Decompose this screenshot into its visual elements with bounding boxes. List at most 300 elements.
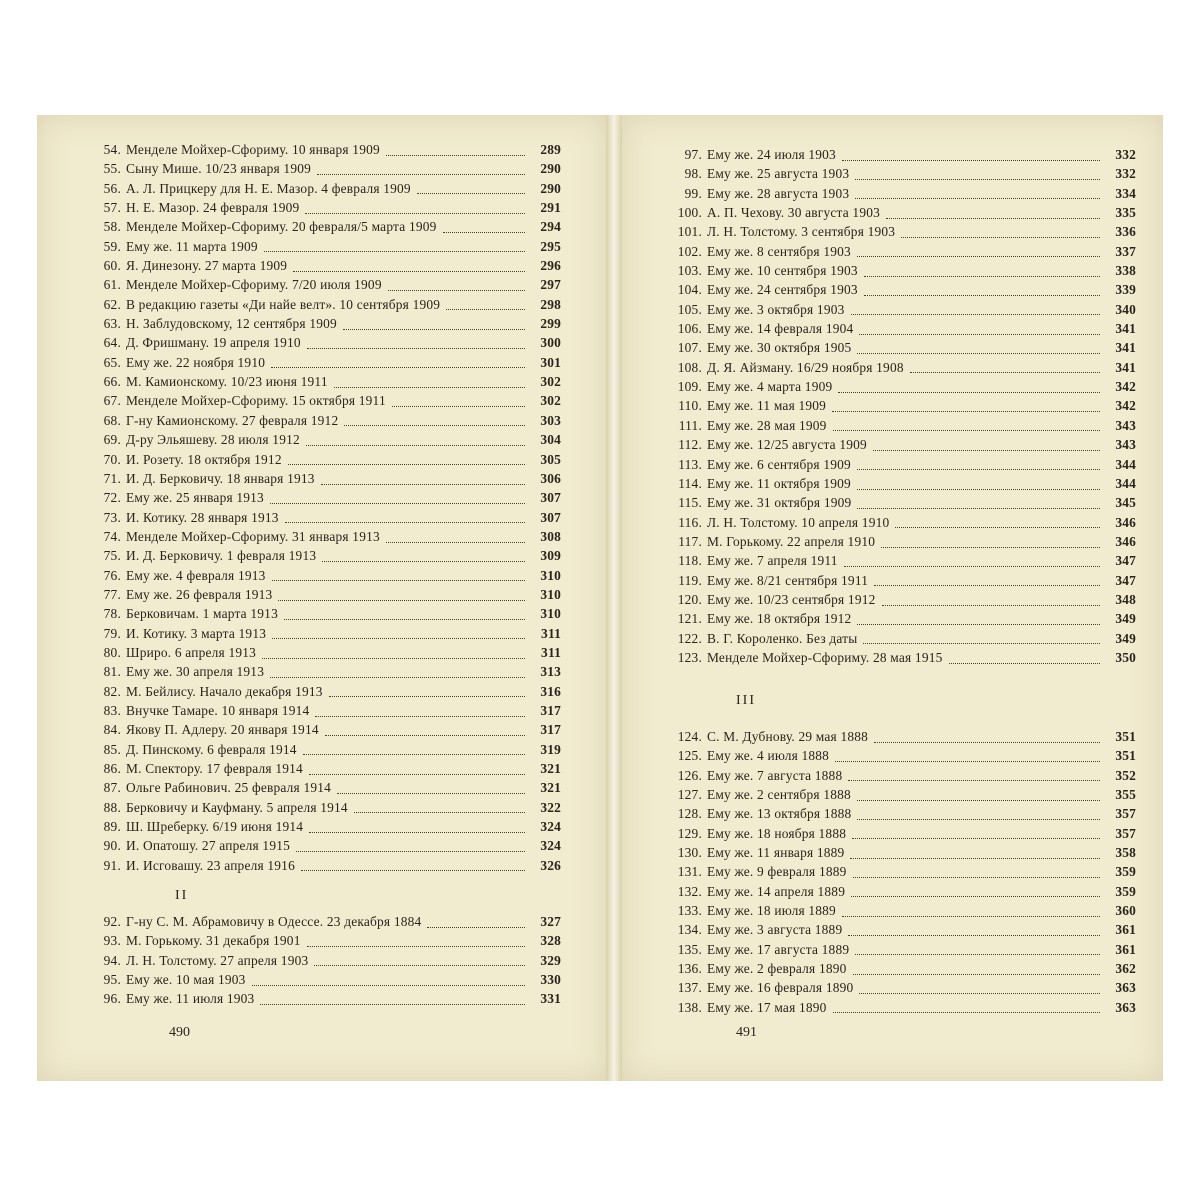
entry-title: Ему же. 30 апреля 1913: [126, 664, 265, 680]
toc-entry: [656, 785, 1136, 804]
dot-leader: [857, 350, 1100, 354]
entry-number: 123.: [677, 649, 702, 665]
entry-page-number: 309: [540, 548, 561, 564]
toc-entry: [656, 242, 1136, 261]
entry-title: Якову П. Адлеру. 20 января 1914: [126, 722, 319, 738]
entry-page-number: 359: [1115, 883, 1136, 899]
dot-leader: [284, 616, 525, 620]
entry-number: 109.: [677, 379, 702, 395]
toc-entry: [79, 430, 561, 449]
entry-title: Менделе Мойхер-Сфориму. 7/20 июля 1909: [126, 277, 382, 293]
entry-number: 120.: [677, 591, 702, 607]
entry-number: 69.: [103, 432, 121, 448]
toc-entry: [656, 222, 1136, 241]
entry-title: Ему же. 25 августа 1903: [707, 166, 850, 182]
entry-number: 57.: [103, 200, 121, 216]
entry-number: 134.: [677, 922, 702, 938]
dot-leader: [886, 215, 1100, 219]
entry-title: Н. Заблудовскому, 12 сентября 1909: [126, 316, 337, 332]
entry-number: 130.: [677, 845, 702, 861]
toc-list-left: [79, 140, 561, 875]
entry-page-number: 296: [540, 258, 561, 274]
entry-page-number: 321: [540, 780, 561, 796]
toc-entry: [656, 571, 1136, 590]
dot-leader: [307, 943, 525, 947]
entry-page-number: 308: [540, 528, 561, 544]
entry-number: 119.: [678, 572, 702, 588]
entry-title: Менделе Мойхер-Сфориму. 31 января 1913: [126, 528, 380, 544]
dot-leader: [857, 816, 1100, 820]
entry-page-number: 301: [540, 354, 561, 370]
entry-page-number: 349: [1115, 630, 1136, 646]
entry-title: Я. Динезону. 27 марта 1909: [126, 258, 288, 274]
entry-title: Ему же. 4 июля 1888: [707, 748, 830, 764]
toc-entry: [79, 391, 561, 410]
entry-page-number: 324: [540, 819, 561, 835]
toc-entry: [656, 164, 1136, 183]
dot-leader: [848, 777, 1100, 781]
dot-leader: [949, 660, 1100, 664]
entry-page-number: 305: [540, 451, 561, 467]
entry-title: Берковичу и Кауфману. 5 апреля 1914: [126, 799, 348, 815]
entry-page-number: 300: [540, 335, 561, 351]
entry-number: 66.: [103, 374, 121, 390]
dot-leader: [864, 273, 1100, 277]
entry-title: М. Камионскому. 10/23 июня 1911: [126, 374, 328, 390]
dot-leader: [895, 524, 1100, 528]
toc-entry: [656, 338, 1136, 357]
toc-entry: [656, 493, 1136, 512]
entry-title: Ему же. 17 мая 1890: [707, 999, 827, 1015]
entry-page-number: 342: [1115, 379, 1136, 395]
toc-entry: [656, 746, 1136, 765]
entry-title: М. Горькому. 22 апреля 1910: [707, 533, 876, 549]
entry-number: 88.: [103, 799, 121, 815]
toc-entry: [656, 824, 1136, 843]
entry-number: 91.: [103, 857, 121, 873]
dot-leader: [853, 874, 1100, 878]
entry-title: Ему же. 12/25 августа 1909: [707, 437, 867, 453]
entry-title: Ему же. 28 августа 1903: [707, 185, 850, 201]
entry-number: 115.: [678, 495, 702, 511]
entry-number: 127.: [677, 787, 702, 803]
entry-number: 125.: [677, 748, 702, 764]
toc-entry: [656, 629, 1136, 648]
entry-page-number: 322: [540, 799, 561, 815]
entry-title: И. Д. Берковичу. 1 февраля 1913: [126, 548, 317, 564]
dot-leader: [296, 848, 525, 852]
entry-page-number: 302: [540, 374, 561, 390]
entry-number: 136.: [677, 961, 702, 977]
toc-list-left-section-ii: [79, 912, 561, 1009]
entry-page-number: 332: [1115, 166, 1136, 182]
entry-title: Ему же. 11 января 1889: [707, 845, 845, 861]
entry-title: Ему же. 24 сентября 1903: [707, 282, 858, 298]
entry-page-number: 343: [1115, 437, 1136, 453]
entry-number: 73.: [103, 509, 121, 525]
entry-title: Ему же. 3 октября 1903: [707, 301, 845, 317]
toc-entry: [79, 353, 561, 372]
toc-entry: [656, 261, 1136, 280]
toc-entry: [656, 590, 1136, 609]
dot-leader: [262, 655, 525, 659]
entry-title: Н. Е. Мазор. 24 февраля 1909: [126, 200, 300, 216]
entry-number: 75.: [103, 548, 121, 564]
entry-title: Ему же. 13 октября 1888: [707, 806, 852, 822]
entry-page-number: 341: [1115, 321, 1136, 337]
entry-number: 56.: [103, 180, 121, 196]
dot-leader: [851, 311, 1100, 315]
dot-leader: [309, 771, 525, 775]
toc-entry: [79, 469, 561, 488]
entry-number: 95.: [103, 972, 121, 988]
entry-page-number: 344: [1115, 456, 1136, 472]
entry-number: 138.: [677, 999, 702, 1015]
dot-leader: [303, 751, 525, 755]
entry-number: 79.: [103, 625, 121, 641]
entry-title: Менделе Мойхер-Сфориму. 15 октября 1911: [126, 393, 386, 409]
entry-number: 90.: [103, 838, 121, 854]
entry-page-number: 338: [1115, 263, 1136, 279]
entry-number: 68.: [103, 412, 121, 428]
entry-number: 105.: [677, 301, 702, 317]
toc-entry: [79, 970, 561, 989]
book-gutter: [606, 115, 622, 1081]
entry-page-number: 304: [540, 432, 561, 448]
dot-leader: [855, 951, 1100, 955]
entry-title: И. Исговашу. 23 апреля 1916: [126, 857, 295, 873]
dot-leader: [832, 408, 1100, 412]
toc-entry: [656, 727, 1136, 746]
dot-leader: [309, 829, 525, 833]
toc-entry: [79, 682, 561, 701]
entry-number: 64.: [103, 335, 121, 351]
toc-entry: [79, 450, 561, 469]
toc-entry: [656, 920, 1136, 939]
entry-page-number: 310: [540, 567, 561, 583]
entry-number: 80.: [103, 644, 121, 660]
entry-title: Ему же. 11 октября 1909: [707, 475, 851, 491]
entry-title: В. Г. Короленко. Без даты: [707, 630, 858, 646]
dot-leader: [260, 1001, 525, 1005]
dot-leader: [848, 932, 1100, 936]
entry-number: 93.: [103, 933, 121, 949]
dot-leader: [833, 427, 1100, 431]
entry-title: Ему же. 7 августа 1888: [707, 767, 843, 783]
entry-number: 112.: [678, 437, 702, 453]
dot-leader: [857, 486, 1100, 490]
entry-page-number: 327: [540, 914, 561, 929]
dot-leader: [857, 505, 1100, 509]
entry-page-number: 351: [1115, 748, 1136, 764]
entry-number: 63.: [103, 316, 121, 332]
entry-title: Менделе Мойхер-Сфориму. 28 мая 1915: [707, 649, 943, 665]
entry-page-number: 361: [1115, 941, 1136, 957]
entry-page-number: 330: [540, 972, 561, 988]
toc-entry: [79, 624, 561, 643]
toc-entry: [656, 319, 1136, 338]
dot-leader: [857, 253, 1100, 257]
entry-title: Менделе Мойхер-Сфориму. 10 января 1909: [126, 142, 380, 157]
dot-leader: [874, 582, 1100, 586]
toc-entry: [656, 203, 1136, 222]
entry-number: 129.: [677, 825, 702, 841]
dot-leader: [288, 461, 525, 465]
entry-page-number: 303: [540, 412, 561, 428]
entry-number: 114.: [678, 475, 702, 491]
entry-title: Д. Фришману. 19 апреля 1910: [126, 335, 301, 351]
toc-entry: [79, 159, 561, 178]
entry-number: 59.: [103, 238, 121, 254]
dot-leader: [354, 809, 525, 813]
entry-page-number: 310: [540, 586, 561, 602]
toc-entry: [656, 978, 1136, 997]
toc-entry: [79, 740, 561, 759]
entry-title: Ему же. 2 сентября 1888: [707, 787, 851, 803]
entry-page-number: 345: [1115, 495, 1136, 511]
dot-leader: [272, 577, 525, 581]
entry-page-number: 344: [1115, 475, 1136, 491]
dot-leader: [270, 674, 525, 678]
entry-number: 113.: [678, 456, 702, 472]
entry-number: 74.: [103, 528, 121, 544]
dot-leader: [857, 797, 1100, 801]
entry-page-number: 337: [1115, 243, 1136, 259]
dot-leader: [321, 481, 525, 485]
dot-leader: [901, 234, 1100, 238]
toc-entry: [656, 300, 1136, 319]
toc-entry: [79, 217, 561, 236]
entry-page-number: 359: [1115, 864, 1136, 880]
entry-number: 102.: [677, 243, 702, 259]
dot-leader: [852, 835, 1100, 839]
entry-number: 83.: [103, 702, 121, 718]
dot-leader: [252, 982, 525, 986]
entry-title: И. Д. Берковичу. 18 января 1913: [126, 470, 315, 486]
entry-page-number: 291: [540, 200, 561, 216]
dot-leader: [874, 739, 1100, 743]
toc-entry: [79, 566, 561, 585]
toc-entry: [79, 508, 561, 527]
dot-leader: [337, 790, 525, 794]
entry-title: Ему же. 10 сентября 1903: [707, 263, 858, 279]
entry-title: В редакцию газеты «Ди найе велт». 10 сентября 1909: [126, 296, 441, 312]
entry-number: 99.: [684, 185, 702, 201]
entry-page-number: 329: [540, 952, 561, 968]
entry-page-number: 346: [1115, 514, 1136, 530]
entry-page-number: 340: [1115, 301, 1136, 317]
toc-entry: [79, 720, 561, 739]
entry-page-number: 307: [540, 509, 561, 525]
entry-page-number: 298: [540, 296, 561, 312]
entry-page-number: 332: [1115, 147, 1136, 162]
page-number-right: 491: [736, 1025, 757, 1040]
entry-number: 135.: [677, 941, 702, 957]
dot-leader: [344, 422, 525, 426]
entry-page-number: 289: [540, 142, 561, 157]
entry-title: Ему же. 3 августа 1889: [707, 922, 843, 938]
toc-entry: [79, 912, 561, 931]
entry-page-number: 306: [540, 470, 561, 486]
entry-title: Ш. Шреберку. 6/19 июня 1914: [126, 819, 304, 835]
toc-entry: [656, 455, 1136, 474]
dot-leader: [910, 369, 1100, 373]
entry-title: Шриро. 6 апреля 1913: [126, 644, 257, 660]
toc-entry: [79, 527, 561, 546]
toc-entry: [79, 604, 561, 623]
dot-leader: [853, 971, 1100, 975]
dot-leader: [278, 597, 525, 601]
toc-entry: [79, 778, 561, 797]
toc-entry: [79, 989, 561, 1008]
dot-leader: [388, 287, 525, 291]
right-page: [622, 115, 1163, 1081]
entry-page-number: 351: [1115, 729, 1136, 744]
toc-entry: [656, 940, 1136, 959]
entry-page-number: 311: [541, 625, 561, 641]
entry-page-number: 319: [540, 741, 561, 757]
toc-entry: [79, 701, 561, 720]
dot-leader: [301, 867, 525, 871]
dot-leader: [305, 210, 525, 214]
entry-number: 111.: [678, 417, 702, 433]
toc-entry: [79, 931, 561, 950]
entry-page-number: 342: [1115, 398, 1136, 414]
entry-number: 100.: [677, 205, 702, 221]
entry-number: 60.: [103, 258, 121, 274]
entry-title: С. М. Дубнову. 29 мая 1888: [707, 729, 869, 744]
entry-number: 58.: [103, 219, 121, 235]
entry-number: 137.: [677, 980, 702, 996]
toc-entry: [656, 766, 1136, 785]
entry-title: А. П. Чехову. 30 августа 1903: [707, 205, 881, 221]
toc-entry: [656, 901, 1136, 920]
entry-number: 122.: [677, 630, 702, 646]
dot-leader: [314, 962, 525, 966]
toc-entry: [79, 411, 561, 430]
toc-entry: [656, 843, 1136, 862]
entry-title: Ему же. 18 июля 1889: [707, 903, 836, 919]
entry-title: М. Бейлису. Начало декабря 1913: [126, 683, 323, 699]
toc-entry: [656, 145, 1136, 164]
entry-title: Ему же. 2 февраля 1890: [707, 961, 847, 977]
entry-number: 78.: [103, 606, 121, 622]
dot-leader: [863, 640, 1100, 644]
toc-entry: [656, 358, 1136, 377]
entry-page-number: 321: [540, 761, 561, 776]
entry-page-number: 294: [540, 219, 561, 235]
entry-page-number: 360: [1115, 903, 1136, 919]
entry-number: 131.: [677, 864, 702, 880]
entry-title: Г-ну Камионскому. 27 февраля 1912: [126, 412, 339, 428]
entry-page-number: 339: [1115, 282, 1136, 298]
dot-leader: [881, 544, 1100, 548]
entry-title: Ему же. 22 ноября 1910: [126, 354, 266, 370]
entry-page-number: 335: [1115, 205, 1136, 221]
entry-number: 106.: [677, 321, 702, 337]
entry-number: 126.: [677, 767, 702, 783]
toc-entry: [79, 179, 561, 198]
entry-title: Ему же. 9 февраля 1889: [707, 864, 847, 880]
entry-number: 81.: [103, 664, 121, 680]
entry-page-number: 328: [540, 933, 561, 949]
toc-entry: [79, 836, 561, 855]
toc-entry: [656, 609, 1136, 628]
dot-leader: [835, 758, 1100, 762]
entry-page-number: 343: [1115, 417, 1136, 433]
entry-title: Внучке Тамаре. 10 января 1914: [126, 702, 310, 718]
dot-leader: [882, 602, 1100, 606]
toc-entry: [656, 804, 1136, 823]
dot-leader: [386, 152, 525, 156]
entry-number: 107.: [677, 340, 702, 356]
toc-entry: [79, 237, 561, 256]
toc-list-right: [656, 145, 1136, 667]
entry-number: 116.: [678, 514, 702, 530]
toc-entry: [656, 862, 1136, 881]
entry-page-number: 313: [540, 664, 561, 680]
entry-number: 82.: [103, 683, 121, 699]
entry-page-number: 310: [540, 606, 561, 622]
dot-leader: [838, 389, 1100, 393]
entry-number: 70.: [103, 451, 121, 467]
entry-title: Ему же. 30 октября 1905: [707, 340, 852, 356]
entry-page-number: 317: [540, 722, 561, 738]
page-number-left: 490: [169, 1025, 190, 1040]
entry-number: 133.: [677, 903, 702, 919]
toc-entry: [656, 998, 1136, 1017]
entry-number: 54.: [103, 142, 121, 157]
entry-number: 121.: [677, 611, 702, 627]
toc-entry: [79, 256, 561, 275]
toc-entry: [79, 798, 561, 817]
entry-title: Ему же. 11 марта 1909: [126, 238, 258, 254]
entry-title: Ему же. 4 февраля 1913: [126, 567, 266, 583]
entry-page-number: 290: [540, 161, 561, 177]
toc-entry: [656, 959, 1136, 978]
dot-leader: [285, 519, 525, 523]
entry-title: Ему же. 10 мая 1903: [126, 972, 246, 988]
entry-number: 98.: [684, 166, 702, 182]
dot-leader: [842, 913, 1100, 917]
toc-entry: [79, 198, 561, 217]
dot-leader: [427, 924, 525, 928]
entry-page-number: 317: [540, 702, 561, 718]
entry-page-number: 336: [1115, 224, 1136, 240]
entry-title: Ему же. 14 апреля 1889: [707, 883, 846, 899]
dot-leader: [334, 384, 525, 388]
entry-page-number: 363: [1115, 999, 1136, 1015]
entry-page-number: 361: [1115, 922, 1136, 938]
entry-title: Ему же. 8/21 сентября 1911: [707, 572, 869, 588]
dot-leader: [270, 500, 525, 504]
entry-number: 101.: [677, 224, 702, 240]
dot-leader: [417, 190, 525, 194]
dot-leader: [844, 563, 1100, 567]
toc-entry: [656, 513, 1136, 532]
entry-number: 110.: [678, 398, 702, 414]
dot-leader: [855, 195, 1100, 199]
toc-entry: [79, 759, 561, 778]
entry-title: Ольге Рабинович. 25 февраля 1914: [126, 780, 332, 796]
entry-title: Д. Пинскому. 6 февраля 1914: [126, 741, 297, 757]
entry-number: 103.: [677, 263, 702, 279]
entry-page-number: 299: [540, 316, 561, 332]
toc-entry: [79, 314, 561, 333]
toc-entry: [79, 951, 561, 970]
dot-leader: [272, 635, 525, 639]
entry-title: Ему же. 17 августа 1889: [707, 941, 850, 957]
